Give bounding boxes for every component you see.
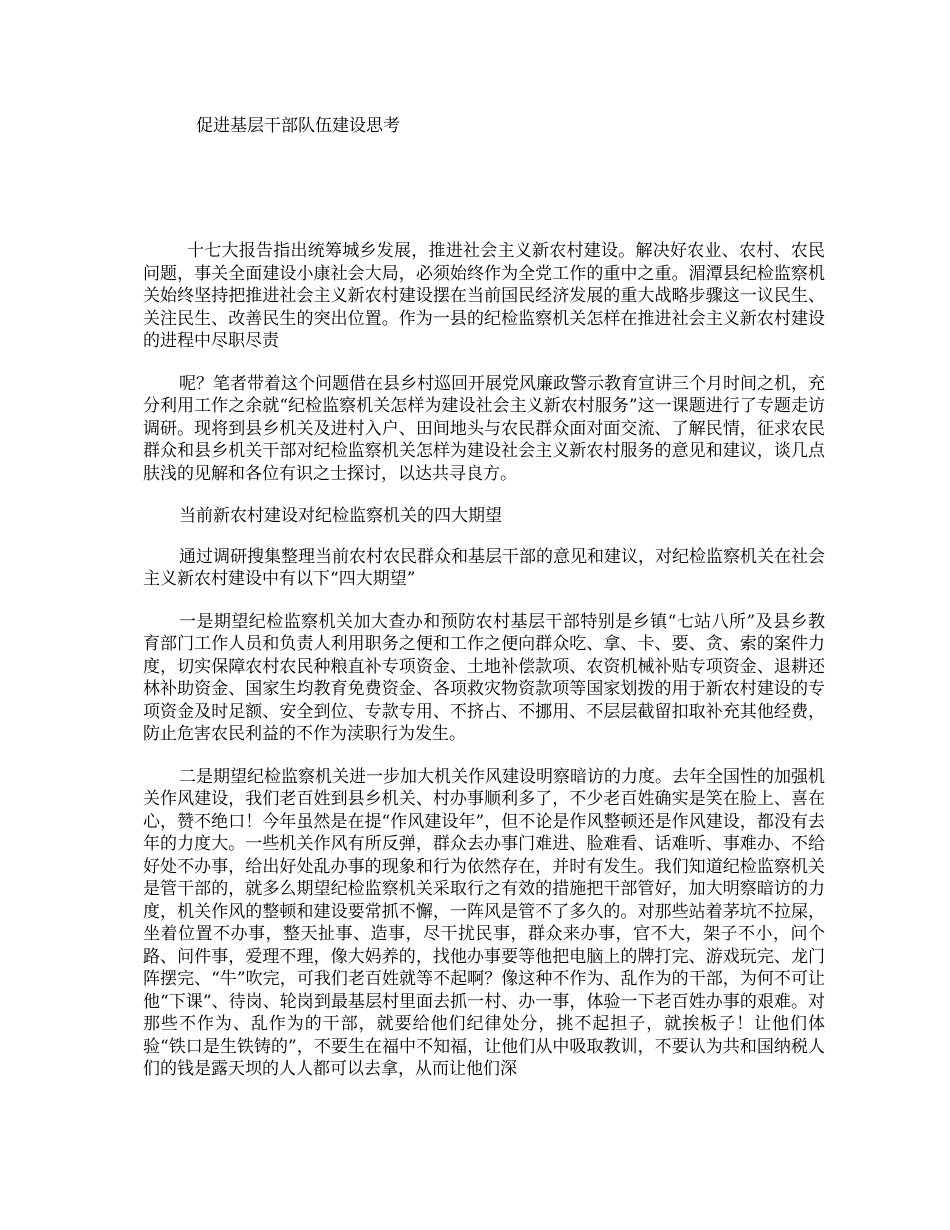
paragraph-survey: 呢？笔者带着这个问题借在县乡村巡回开展党风廉政警示教育宣讲三个月时间之机，充分利用工作之余就“纪检监察机关怎样为建设社会主义新农村服务”这一课题进行了专题走访调研。现将到县乡机关及进村入户、田间地头与农民群众面对面交流、了解民情，征求农民群众和县乡机关干部对纪检监察机关怎样为建设社会主义新农村服务的意见和建议，谈几点肤浅的见解和各位有识之士探讨，以达共寻良方。	[143, 373, 825, 484]
paragraph-expectation-two: 二是期望纪检监察机关进一步加大机关作风建设明察暗访的力度。去年全国性的加强机关作风建设，我们老百姓到县乡机关、村办事顺利多了，不少老百姓确实是笑在脸上、喜在心，赞不绝口！今年虽然是在提“作风建设年”，但不论是作风整顿还是作风建设，都没有去年的力度大。一些机关作风有所反弹，群众去办事门难进、脸难看、话难听、事难办、不给好处不办事，给出好处乱办事的现象和行为依然存在，并时有发生。我们知道纪检监察机关是管干部的，就多么期望纪检监察机关采取行之有效的措施把干部管好，加大明察暗访的力度，机关作风的整顿和建设要常抓不懈，一阵风是管不了多久的。对那些站着茅坑不拉屎，坐着位置不办事，整天扯事、造事，尽干扰民事，群众来办事，官不大，架子不小，问个路、问件事，爱理不理，像大妈养的，找他办事要等他把电脑上的牌打完、游戏玩完、龙门阵摆完、“牛”吹完，可我们老百姓就等不起啊？像这种不作为、乱作为的干部，为何不可让他“下课”、待岗、轮岗到最基层村里面去抓一村、办一事，体验一下老百姓办事的艰难。对那些不作为、乱作为的干部，就要给他们纪律处分，挑不起担子，就挨板子！让他们体验“铁口是生铁铸的”，不要生在福中不知福，让他们从中吸取教训，不要认为共和国纳税人们的钱是露天坝的人人都可以去拿，从而让他们深	[143, 766, 825, 1079]
document-title: 促进基层干部队伍建设思考	[196, 116, 400, 136]
paragraph-four-expectations: 通过调研搜集整理当前农村农民群众和基层干部的意见和建议，对纪检监察机关在社会主义新农村建设中有以下“四大期望”	[143, 546, 825, 589]
section-heading: 当前新农村建设对纪检监察机关的四大期望	[179, 506, 502, 526]
document-body	[143, 240, 825, 1101]
paragraph-intro: 十七大报告指出统筹城乡发展，推进社会主义新农村建设。解决好农业、农村、农民问题，事关全面建设小康社会大局，必须始终作为全党工作的重中之重。湄潭县纪检监察机关始终坚持把推进社会主义新农村建设摆在当前国民经济发展的重大战略步骤这一议民生、关注民生、改善民生的突出位置。作为一县的纪检监察机关怎样在推进社会主义新农村建设的进程中尽职尽责	[143, 241, 825, 351]
paragraph-expectation-one: 一是期望纪检监察机关加大查办和预防农村基层干部特别是乡镇“七站八所”及县乡教育部门工作人员和负责人利用职务之便和工作之便向群众吃、拿、卡、要、贪、索的案件力度，切实保障农村农民种粮直补专项资金、土地补偿款项、农资机械补贴专项资金、退耕还林补助资金、国家生均教育免费资金、各项救灾物资款项等国家划拨的用于新农村建设的专项资金及时足额、安全到位、专款专用、不挤占、不挪用、不层层截留扣取补充其他经费，防止危害农民利益的不作为渎职行为发生。	[143, 611, 825, 744]
